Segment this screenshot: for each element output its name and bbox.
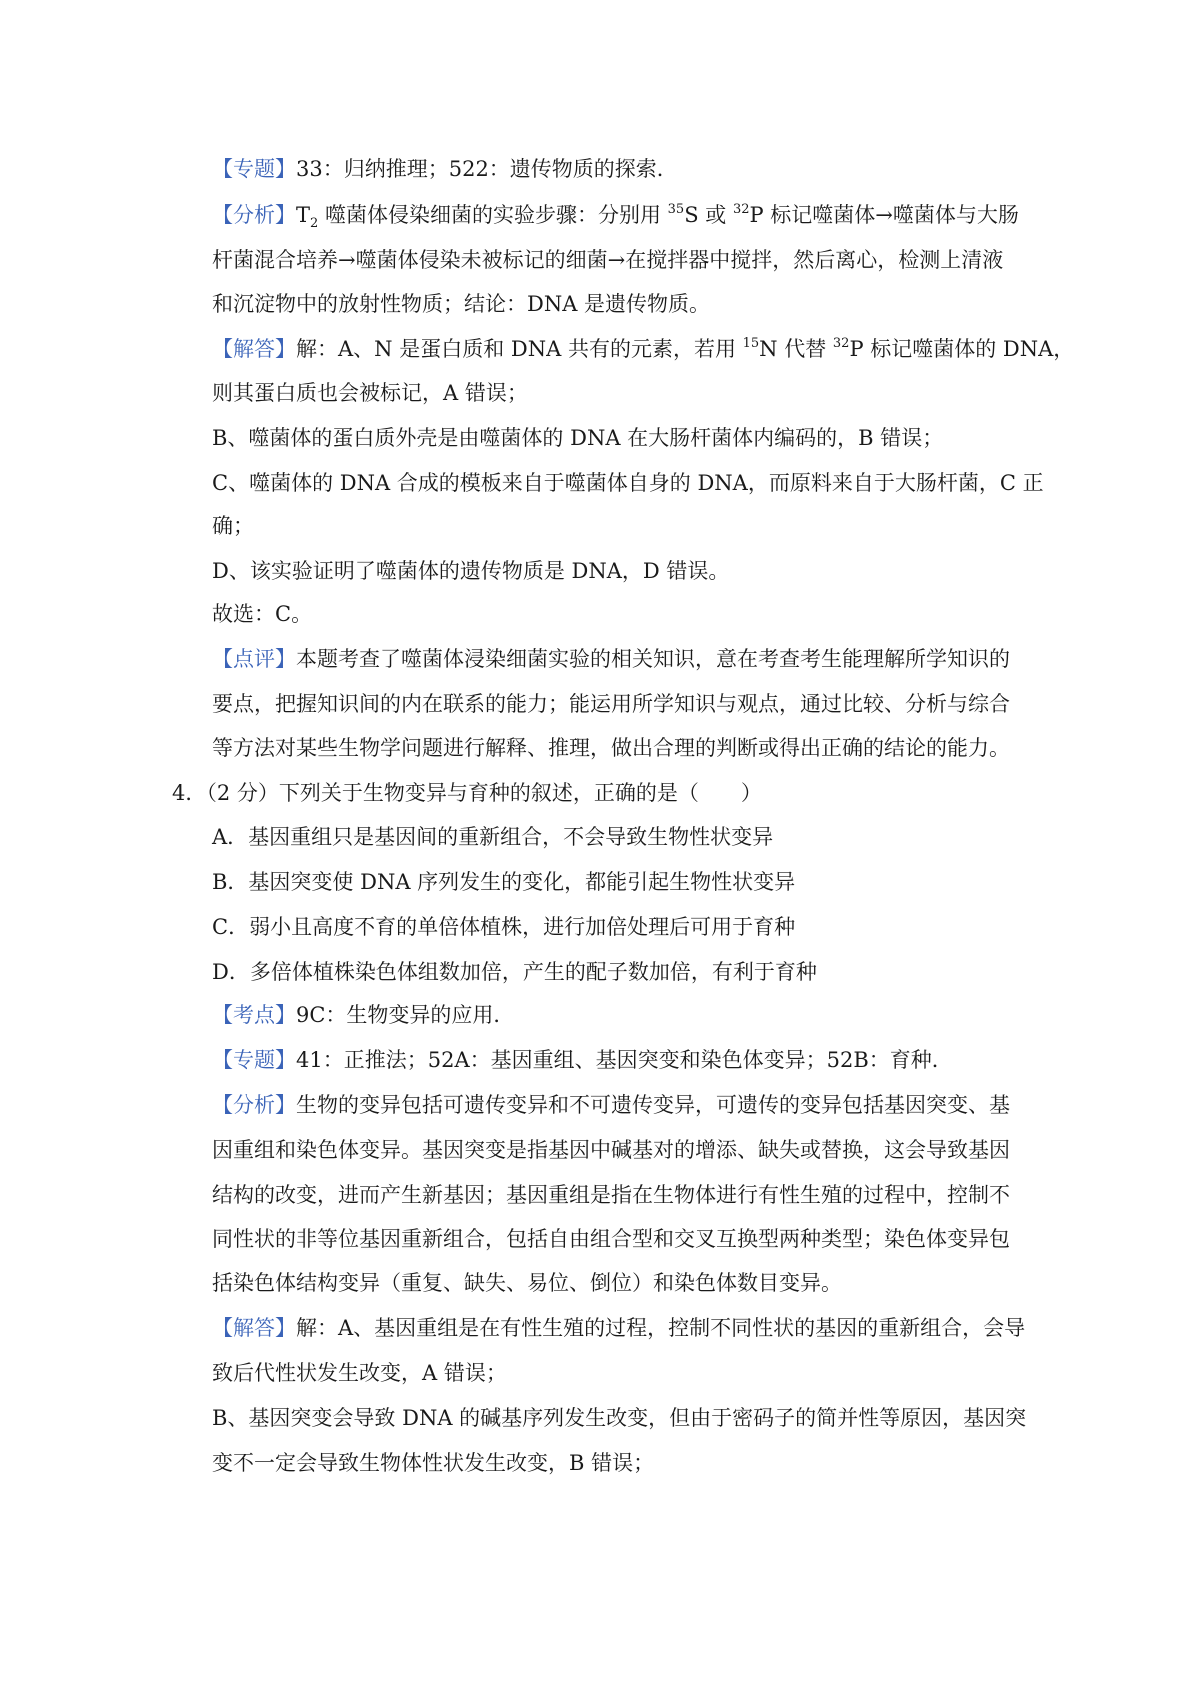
q4-jieda-text-1: 解：A、基因重组是在有性生殖的过程，控制不同性状的基因的重新组合，会导 [296, 1316, 1026, 1340]
q4-zhuanti-tag: 【专题】 [212, 1048, 296, 1072]
q3-fenxi-sup-32: 32 [732, 202, 750, 217]
q3-jieda-line-1 [212, 334, 1074, 364]
q3-jieda-option-c-2: 确； [212, 514, 254, 538]
q4-jieda-option-b-2: 变不一定会导致生物体性状发生改变，B 错误； [212, 1451, 655, 1475]
q4-kaodian-text: 9C：生物变异的应用． [296, 1003, 515, 1027]
q3-jieda-tag: 【解答】 [212, 337, 296, 361]
q3-fenxi-line-2: 杆菌混合培养→噬菌体侵染未被标记的细菌→在搅拌器中搅拌，然后离心，检测上清液 [212, 248, 1004, 272]
q3-fenxi-t-subscript: 2 [310, 216, 319, 232]
q4-option-a: A．基因重组只是基因间的重新组合，不会导致生物性状变异 [212, 825, 774, 849]
q3-fenxi-line-3: 和沉淀物中的放射性物质；结论：DNA 是遗传物质。 [212, 292, 711, 316]
q3-jieda-text-3: P 标记噬菌体的 DNA， [849, 337, 1075, 361]
q4-zhuanti-line [212, 1045, 953, 1075]
q4-jieda-option-b-1: B、基因突变会导致 DNA 的碱基序列发生改变，但由于密码子的简并性等原因，基因突 [212, 1406, 1027, 1430]
q4-fenxi-line-1 [212, 1090, 1010, 1120]
q3-dianping-tag: 【点评】 [212, 647, 296, 671]
q3-fenxi-tag: 【分析】 [212, 203, 296, 227]
q4-jieda-line-1 [212, 1313, 1025, 1343]
q3-fenxi-t: T [296, 203, 311, 227]
q3-zhuanti-text: 33：归纳推理；522：遗传物质的探索． [296, 157, 678, 181]
q3-fenxi-text-2: S 或 [684, 203, 733, 227]
q3-fenxi-text-1: 噬菌体侵染细菌的实验步骤：分别用 [318, 203, 668, 227]
q4-fenxi-line-2: 因重组和染色体变异。基因突变是指基因中碱基对的增添、缺失或替换，这会导致基因 [212, 1138, 1010, 1162]
q3-jieda-text-1: 解：A、N 是蛋白质和 DNA 共有的元素，若用 [296, 337, 743, 361]
q4-option-b: B．基因突变使 DNA 序列发生的变化，都能引起生物性状变异 [212, 870, 796, 894]
q3-jieda-line-2: 则其蛋白质也会被标记，A 错误； [212, 381, 528, 405]
q4-jieda-tag: 【解答】 [212, 1316, 296, 1340]
q3-dianping-line-3: 等方法对某些生物学问题进行解释、推理，做出合理的判断或得出正确的结论的能力。 [212, 736, 1010, 760]
q3-jieda-option-c-1: C、噬菌体的 DNA 合成的模板来自于噬菌体自身的 DNA，而原料来自于大肠杆菌，C 正 [212, 471, 1044, 495]
q4-jieda-line-2: 致后代性状发生改变，A 错误； [212, 1361, 507, 1385]
q4-kaodian-tag: 【考点】 [212, 1003, 296, 1027]
q3-dianping-line-2: 要点，把握知识间的内在联系的能力；能运用所学知识与观点，通过比较、分析与综合 [212, 692, 1010, 716]
q3-jieda-option-d: D、该实验证明了噬菌体的遗传物质是 DNA，D 错误。 [212, 559, 730, 583]
q4-stem: 4．（2 分）下列关于生物变异与育种的叙述，正确的是（ ） [172, 781, 762, 805]
q4-fenxi-line-5: 括染色体结构变异（重复、缺失、易位、倒位）和染色体数目变异。 [212, 1271, 842, 1295]
q3-dianping-line-1 [212, 644, 1010, 674]
q4-zhuanti-text: 41：正推法；52A：基因重组、基因突变和染色体变异；52B：育种． [296, 1048, 953, 1072]
q4-fenxi-line-3: 结构的改变，进而产生新基因；基因重组是指在生物体进行有性生殖的过程中，控制不 [212, 1183, 1010, 1207]
q4-fenxi-text-1: 生物的变异包括可遗传变异和不可遗传变异，可遗传的变异包括基因突变、基 [296, 1093, 1010, 1117]
q4-fenxi-tag: 【分析】 [212, 1093, 296, 1117]
q3-jieda-text-2: N 代替 [759, 337, 833, 361]
q3-answer: 故选：C。 [212, 602, 313, 626]
q4-fenxi-line-4: 同性状的非等位基因重新组合，包括自由组合型和交叉互换型两种类型；染色体变异包 [212, 1227, 1010, 1251]
q3-zhuanti-tag: 【专题】 [212, 157, 296, 181]
q3-fenxi-line-1 [212, 200, 1019, 230]
q3-zhuanti-line [212, 154, 678, 184]
q4-option-d: D．多倍体植株染色体组数加倍，产生的配子数加倍，有利于育种 [212, 960, 817, 984]
q3-jieda-sup-15: 15 [742, 336, 760, 351]
q3-fenxi-text-3: P 标记噬菌体→噬菌体与大肠 [749, 203, 1019, 227]
q3-fenxi-sup-35: 35 [667, 202, 685, 217]
q3-jieda-sup-32: 32 [832, 336, 850, 351]
q4-option-c: C．弱小且高度不育的单倍体植株，进行加倍处理后可用于育种 [212, 915, 796, 939]
q3-jieda-option-b: B、噬菌体的蛋白质外壳是由噬菌体的 DNA 在大肠杆菌体内编码的，B 错误； [212, 426, 944, 450]
q4-kaodian-line [212, 1000, 514, 1030]
q3-dianping-text-1: 本题考查了噬菌体浸染细菌实验的相关知识，意在考查考生能理解所学知识的 [296, 647, 1010, 671]
